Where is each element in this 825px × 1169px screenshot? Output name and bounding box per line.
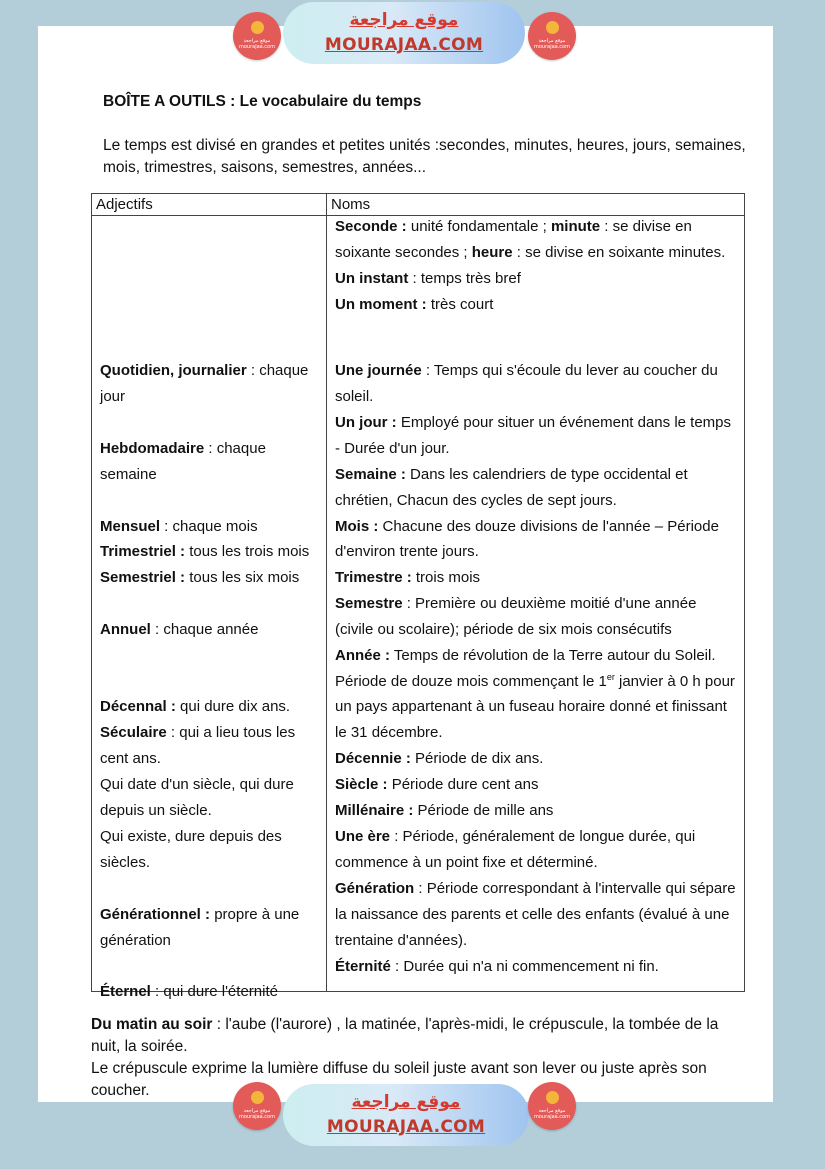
nom-line: Semaine : Dans les calendriers de type occidental et xyxy=(335,466,688,483)
nom-line: Éternité : Durée qui n'a ni commencement ni fin. xyxy=(335,958,659,975)
nom-line: la naissance des parents et celle des enfants (évalué à une xyxy=(335,906,730,923)
nom-line: commence à un point fixe et déterminé. xyxy=(335,854,598,871)
noms-cell xyxy=(327,216,745,992)
nom-line: Mois : Chacune des douze divisions de l'année – Période xyxy=(335,518,719,535)
site-name-arabic[interactable]: موقع مراجعة xyxy=(349,10,459,30)
nom-line: Seconde : unité fondamentale ; minute : se divise en xyxy=(335,218,692,235)
adj-line: Qui date d'un siècle, qui dure xyxy=(100,776,294,793)
adj-line: Quotidien, journalier : chaque xyxy=(100,362,309,379)
header-noms: Noms xyxy=(327,194,745,216)
adj-line: Trimestriel : tous les trois mois xyxy=(100,543,310,560)
nom-line: un pays appartenant à un fuseau horaire donné et finissant xyxy=(335,698,727,715)
footer-line-1: : l'aube (l'aurore) , la matinée, l'après-midi, le crépuscule, la tombée de la nuit, la soirée. xyxy=(91,1016,719,1055)
site-name-arabic[interactable]: موقع مراجعة xyxy=(351,1092,461,1112)
page-title: BOÎTE A OUTILS : Le vocabulaire du temps xyxy=(103,93,422,110)
adj-line: Éternel : qui dure l'éternité xyxy=(100,983,278,1000)
nom-line: chrétien, Chacun des cycles de sept jours. xyxy=(335,492,617,509)
nom-line: Millénaire : Période de mille ans xyxy=(335,802,554,819)
logo-badge-right: موقع مراجعة mourajaa.com xyxy=(528,12,576,60)
adjectifs-cell xyxy=(92,216,327,1000)
header-adjectifs: Adjectifs xyxy=(92,194,327,216)
nom-line: le 31 décembre. xyxy=(335,724,443,741)
nom-line: Siècle : Période dure cent ans xyxy=(335,776,539,793)
nom-line: (civile ou scolaire); période de six mois consécutifs xyxy=(335,621,672,638)
site-link-pill[interactable] xyxy=(283,1084,529,1146)
nom-line: Un moment : très court xyxy=(335,296,494,313)
nom-line: Période de douze mois commençant le 1er janvier à 0 h pour xyxy=(335,672,735,690)
nom-line: Trimestre : trois mois xyxy=(335,569,481,586)
nom-line: Un instant : temps très bref xyxy=(335,270,521,287)
adj-line: Séculaire : qui a lieu tous les xyxy=(100,724,296,741)
adj-line: Annuel : chaque année xyxy=(100,621,259,638)
nom-line: Un jour : Employé pour situer un événement dans le temps xyxy=(335,414,732,431)
adj-line: Hebdomadaire : chaque xyxy=(100,440,266,457)
nom-line: Génération : Période correspondant à l'intervalle qui sépare xyxy=(335,880,736,897)
nom-line: soixante secondes ; heure : se divise en soixante minutes. xyxy=(335,244,726,261)
logo-badge-left: موقع مراجعة mourajaa.com xyxy=(233,1082,281,1130)
adj-line: Qui existe, dure depuis des xyxy=(100,828,282,845)
nom-line: Une ère : Période, généralement de longue durée, qui xyxy=(335,828,696,845)
intro-paragraph: Le temps est divisé en grandes et petites unités :secondes, minutes, heures, jours, semaines, mois, trimestres, saisons, semestres, années... xyxy=(103,137,746,176)
logo-badge-right: موقع مراجعة mourajaa.com xyxy=(528,1082,576,1130)
vocabulary-table xyxy=(91,193,745,1000)
adj-line: siècles. xyxy=(100,854,151,871)
site-url-link[interactable]: MOURAJAA.COM xyxy=(326,1117,486,1137)
nom-line: trentaine d'années). xyxy=(335,932,468,949)
adj-line: génération xyxy=(100,932,171,949)
adj-line: jour xyxy=(100,388,126,405)
site-link-pill[interactable] xyxy=(283,2,525,64)
site-banner-bottom[interactable] xyxy=(0,1084,825,1154)
nom-line: soleil. xyxy=(335,388,374,405)
site-url-link[interactable]: MOURAJAA.COM xyxy=(324,35,484,55)
footer-line-2: Le crépuscule exprime la lumière diffuse du soleil juste avant son lever ou juste après son coucher. xyxy=(91,1060,707,1099)
adj-line: Décennal : qui dure dix ans. xyxy=(100,698,291,715)
nom-line: - Durée d'un jour. xyxy=(335,440,450,457)
adj-line: semaine xyxy=(100,466,157,483)
logo-badge-left: موقع مراجعة mourajaa.com xyxy=(233,12,281,60)
nom-line: Décennie : Période de dix ans. xyxy=(335,750,544,767)
nom-line: Une journée : Temps qui s'écoule du lever au coucher du xyxy=(335,362,718,379)
footer-bold-term: Du matin au soir xyxy=(91,1016,213,1033)
nom-line: Année : Temps de révolution de la Terre autour du Soleil. xyxy=(335,647,716,664)
adj-line: Mensuel : chaque mois xyxy=(100,518,258,535)
nom-line: Semestre : Première ou deuxième moitié d'une année xyxy=(335,595,697,612)
adj-line: Semestriel : tous les six mois xyxy=(100,569,300,586)
nom-line: d'environ trente jours. xyxy=(335,543,479,560)
adj-line: depuis un siècle. xyxy=(100,802,212,819)
adj-line: Générationnel : propre à une xyxy=(100,906,300,923)
adj-line: cent ans. xyxy=(100,750,161,767)
site-banner-top[interactable] xyxy=(0,0,825,70)
